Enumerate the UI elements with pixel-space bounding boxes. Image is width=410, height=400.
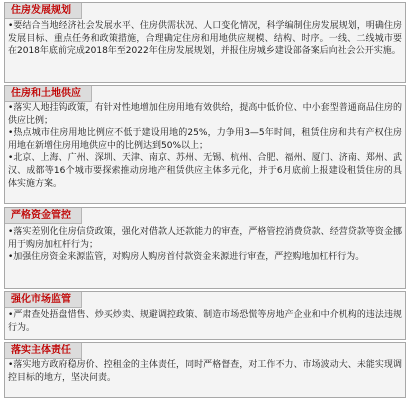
- section-housing-plan: [4, 2, 406, 83]
- section-market-supervision: [4, 291, 406, 340]
- bullet-paragraph: •落实差别化住房信贷政策，强化对借款人还款能力的审查，严格管控消费贷款、经营贷款等资金挪用于购房加杠杆行为；: [8, 227, 402, 250]
- section-title: 住房发展规划: [5, 3, 82, 19]
- bullet-paragraph: •要结合当地经济社会发展水平、住房供需状况、人口变化情况，科学编制住房发展规划，明确住房发展目标、重点任务和政策措施，合理确定住房和用地供应规模、结构、时序。一线、二线城市要在2018年底前完成2018年至2022年住房发展规划，并报住房城乡建设部备案后向社会公开实施。: [8, 21, 402, 57]
- section-body: [8, 309, 402, 334]
- section-title: 严格资金管控: [5, 208, 82, 224]
- section-body: [8, 102, 402, 190]
- section-title: 落实主体责任: [5, 343, 82, 359]
- bullet-paragraph: •落实地方政府稳房价、控租金的主体责任，同时严格督查，对工作不力、市场波动大、未能实现调控目标的地方，坚决问责。: [8, 360, 402, 383]
- bullet-paragraph: •加强住房资金来源监管，对购房人购房首付款资金来源进行审查，严控购地加杠杆行为。: [8, 252, 365, 263]
- section-title: 强化市场监管: [5, 292, 82, 308]
- section-title: 住房和土地供应: [5, 86, 92, 102]
- bullet-paragraph: •北京、上海、广州、深圳、天津、南京、苏州、无锡、杭州、合肥、福州、厦门、济南、郑州、武汉、成都等16个城市要探索推动房地产租赁供应主体多元化，并于6月底前上报建设租赁住房的具体实施方案。: [8, 153, 402, 189]
- bullet-paragraph: •热点城市住房用地比例应不低于建设用地的25%，力争用3—5年时间，租赁住房和共有产权住房用地在新增住房用地供应中的比例达到50%以上；: [8, 128, 402, 151]
- bullet-paragraph: •落实人地挂钩政策，有针对性地增加住房用地有效供给，提高中低价位、中小套型普通商品住房的供应比例；: [8, 103, 402, 126]
- section-body: [8, 20, 402, 58]
- section-body: [8, 226, 402, 264]
- bullet-paragraph: •严肃查处捂盘惜售、炒买炒卖、规避调控政策、制造市场恐慌等房地产企业和中介机构的违法违规行为。: [8, 310, 402, 333]
- section-main-responsibility: [4, 342, 406, 398]
- section-housing-land-supply: [4, 85, 406, 204]
- section-capital-control: [4, 207, 406, 289]
- section-body: [8, 359, 402, 384]
